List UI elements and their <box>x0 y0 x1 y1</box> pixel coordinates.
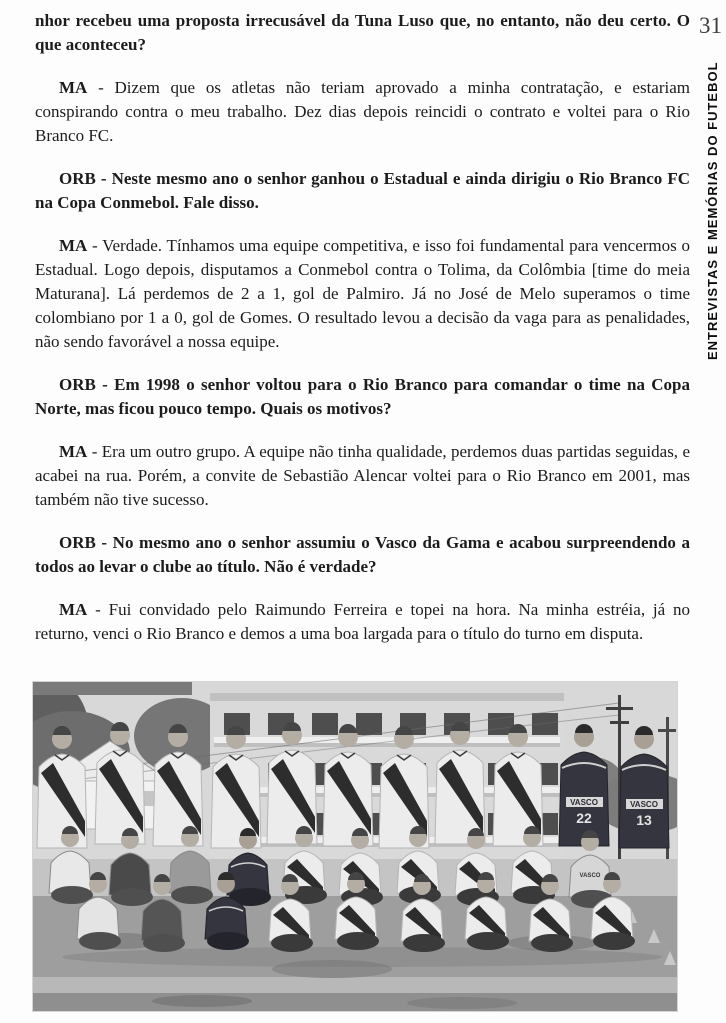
paragraph-text: - No mesmo ano o senhor assumiu o Vasco da Gama e acabou surpreendendo a todos ao levar o clube ao título. Não é verdade? <box>35 533 690 576</box>
paragraph-continuation: nhor recebeu uma proposta irrecusável da Tuna Luso que, no entanto, não deu certo. O que aconteceu? <box>35 11 690 54</box>
interview-text <box>35 9 690 665</box>
paragraph-ma <box>35 598 690 646</box>
sidebar-vertical-title: ENTREVISTAS E MEMÓRIAS DO FUTEBOL <box>705 61 720 360</box>
paragraph-text: - Em 1998 o senhor voltou para o Rio Branco para comandar o time na Copa Norte, mas ficou pouco tempo. Quais os motivos? <box>35 375 690 418</box>
speaker-label: ORB <box>59 533 96 552</box>
speaker-label: MA <box>59 442 88 461</box>
speaker-label: MA <box>59 78 88 97</box>
team-photo-illustration <box>32 681 678 1012</box>
speaker-label: MA <box>59 236 88 255</box>
paragraph-orb <box>35 167 690 215</box>
paragraph-ma <box>35 234 690 354</box>
paragraph-text: - Verdade. Tínhamos uma equipe competitiva, e isso foi fundamental para vencermos o Estadual. Logo depois, disputamos a Conmebol contra o Tolima, da Colômbia [time do meia Maturana]. Lá perdemos de 2 a 1, gol de Palmiro. Já no José de Melo superamos o time colombiano por 1 a 0, gol de Gomes. O resultado levou a decisão da vaga para as penalidades, não sendo favorável a nossa equipe. <box>35 236 690 351</box>
speaker-label: ORB <box>59 375 96 394</box>
jersey-brand-text: VASCO <box>570 798 598 807</box>
jersey-number: 13 <box>636 812 652 828</box>
paragraph-orb <box>35 531 690 579</box>
paragraph-orb <box>35 373 690 421</box>
paragraph-ma <box>35 440 690 512</box>
jersey-brand-text: VASCO <box>579 873 601 879</box>
jersey-number: 22 <box>576 810 592 826</box>
paragraph-text: - Era um outro grupo. A equipe não tinha qualidade, perdemos duas partidas seguidas, e acabei na rua. Porém, a convite de Sebastião Alencar voltei para o Rio Branco em 2001, mas também não tive sucesso. <box>35 442 690 509</box>
paragraph-text: - Dizem que os atletas não teriam aprovado a minha contratação, e estariam conspirando contra o meu trabalho. Dez dias depois reincidi o contrato e voltei para o Rio Branco FC. <box>35 78 690 145</box>
team-photo <box>32 681 678 1012</box>
page-number: 31 <box>699 13 722 38</box>
jersey-brand-text: VASCO <box>630 800 658 809</box>
paragraph-ma <box>35 76 690 148</box>
paragraph-text: - Fui convidado pelo Raimundo Ferreira e topei na hora. Na minha estréia, já no returno, venci o Rio Branco e demos a uma boa largada para o título do turno em disputa. <box>35 600 690 643</box>
speaker-label: MA <box>59 600 88 619</box>
paragraph-text: - Neste mesmo ano o senhor ganhou o Estadual e ainda dirigiu o Rio Branco FC na Copa Conmebol. Fale disso. <box>35 169 690 212</box>
speaker-label: ORB <box>59 169 96 188</box>
